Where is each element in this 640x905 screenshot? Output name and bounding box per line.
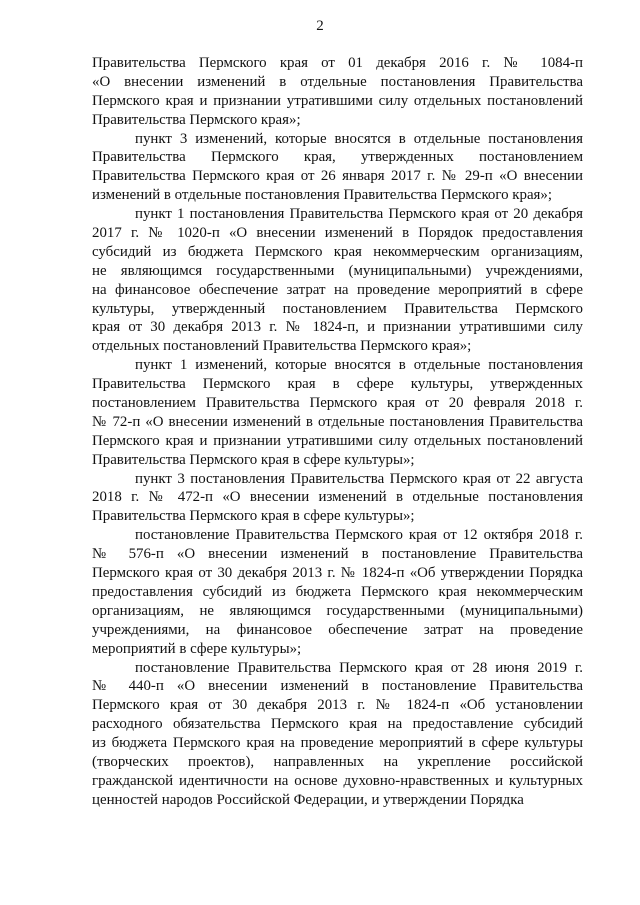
- text-line: предоставления субсидий из бюджета Пермского края некоммерческим: [92, 583, 583, 600]
- text-line: Пермского края и признании утратившими силу отдельных постановлений: [92, 432, 583, 449]
- paragraph: [92, 130, 583, 206]
- page-number: 2: [316, 18, 324, 34]
- text-line: 2017 г. № 1020-п «О внесении изменений в Порядок предоставления: [92, 225, 583, 242]
- text-line: края от 30 декабря 2013 г. № 1824-п, и признании утратившими силу: [92, 319, 583, 336]
- text-line: (творческих проектов), направленных на укрепление российской: [92, 753, 583, 770]
- document-body: [92, 54, 583, 810]
- text-line: № 72-п «О внесении изменений в отдельные постановления Правительства: [92, 413, 583, 430]
- text-line: Правительства Пермского края»;: [92, 111, 301, 128]
- text-line: субсидий из бюджета Пермского края некоммерческим организациям,: [92, 243, 583, 260]
- text-line: Правительства Пермского края, утвержденных постановлением: [92, 149, 583, 166]
- text-line: постановление Правительства Пермского края от 12 октября 2018 г.: [135, 527, 583, 544]
- text-line: «О внесении изменений в отдельные постановления Правительства: [92, 73, 583, 90]
- text-line: изменений в отдельные постановления Правительства Пермского края»;: [92, 187, 552, 204]
- text-line: на финансовое обеспечение затрат на проведение мероприятий в сфере: [92, 281, 583, 298]
- text-line: расходного обязательства Пермского края на предоставление субсидий: [92, 716, 583, 733]
- paragraph: [92, 659, 583, 810]
- text-line: учреждениями, на финансовое обеспечение затрат на проведение: [92, 621, 583, 638]
- text-line: пункт 3 изменений, которые вносятся в отдельные постановления: [135, 130, 583, 147]
- text-line: не являющимся государственными (муниципальными) учреждениями,: [92, 262, 583, 279]
- text-line: пункт 1 изменений, которые вносятся в отдельные постановления: [135, 357, 583, 374]
- text-line: № 440-п «О внесении изменений в постановление Правительства: [92, 678, 583, 695]
- paragraph: [92, 470, 583, 527]
- text-line: постановлением Правительства Пермского края от 20 февраля 2018 г.: [92, 395, 583, 412]
- paragraph: [92, 356, 583, 469]
- text-line: культуры, утвержденный постановлением Правительства Пермского: [92, 300, 583, 317]
- text-line: ценностей народов Российской Федерации, и утверждении Порядка: [92, 791, 524, 808]
- text-line: 2018 г. № 472-п «О внесении изменений в отдельные постановления: [92, 489, 583, 506]
- paragraph: [92, 54, 583, 130]
- text-line: гражданской идентичности на основе духовно-нравственных и культурных: [92, 772, 583, 789]
- text-line: пункт 1 постановления Правительства Пермского края от 20 декабря: [135, 206, 583, 223]
- text-line: отдельных постановлений Правительства Пермского края»;: [92, 338, 472, 355]
- text-line: Правительства Пермского края от 26 января 2017 г. № 29-п «О внесении: [92, 168, 583, 185]
- text-line: Пермского края от 30 декабря 2013 г. № 1824-п «Об установлении: [92, 697, 583, 714]
- text-line: Правительства Пермского края от 01 декабря 2016 г. № 1084-п: [92, 55, 583, 71]
- text-line: организациям, не являющимся государственными (муниципальными): [92, 602, 583, 619]
- text-line: мероприятий в сфере культуры»;: [92, 640, 302, 657]
- text-line: Пермского края от 30 декабря 2013 г. № 1824-п «Об утверждении Порядка: [92, 565, 583, 582]
- text-line: Правительства Пермского края в сфере культуры, утвержденных: [92, 376, 583, 393]
- text-line: № 576-п «О внесении изменений в постановление Правительства: [92, 546, 583, 563]
- text-line: Правительства Пермского края в сфере культуры»;: [92, 508, 415, 525]
- text-line: из бюджета Пермского края на проведение мероприятий в сфере культуры: [92, 735, 583, 752]
- text-line: пункт 3 постановления Правительства Пермского края от 22 августа: [135, 470, 583, 487]
- paragraph: [92, 526, 583, 658]
- text-line: Правительства Пермского края в сфере культуры»;: [92, 451, 415, 468]
- paragraph: [92, 205, 583, 356]
- text-line: постановление Правительства Пермского края от 28 июня 2019 г.: [135, 659, 583, 676]
- text-line: Пермского края и признании утратившими силу отдельных постановлений: [92, 92, 583, 109]
